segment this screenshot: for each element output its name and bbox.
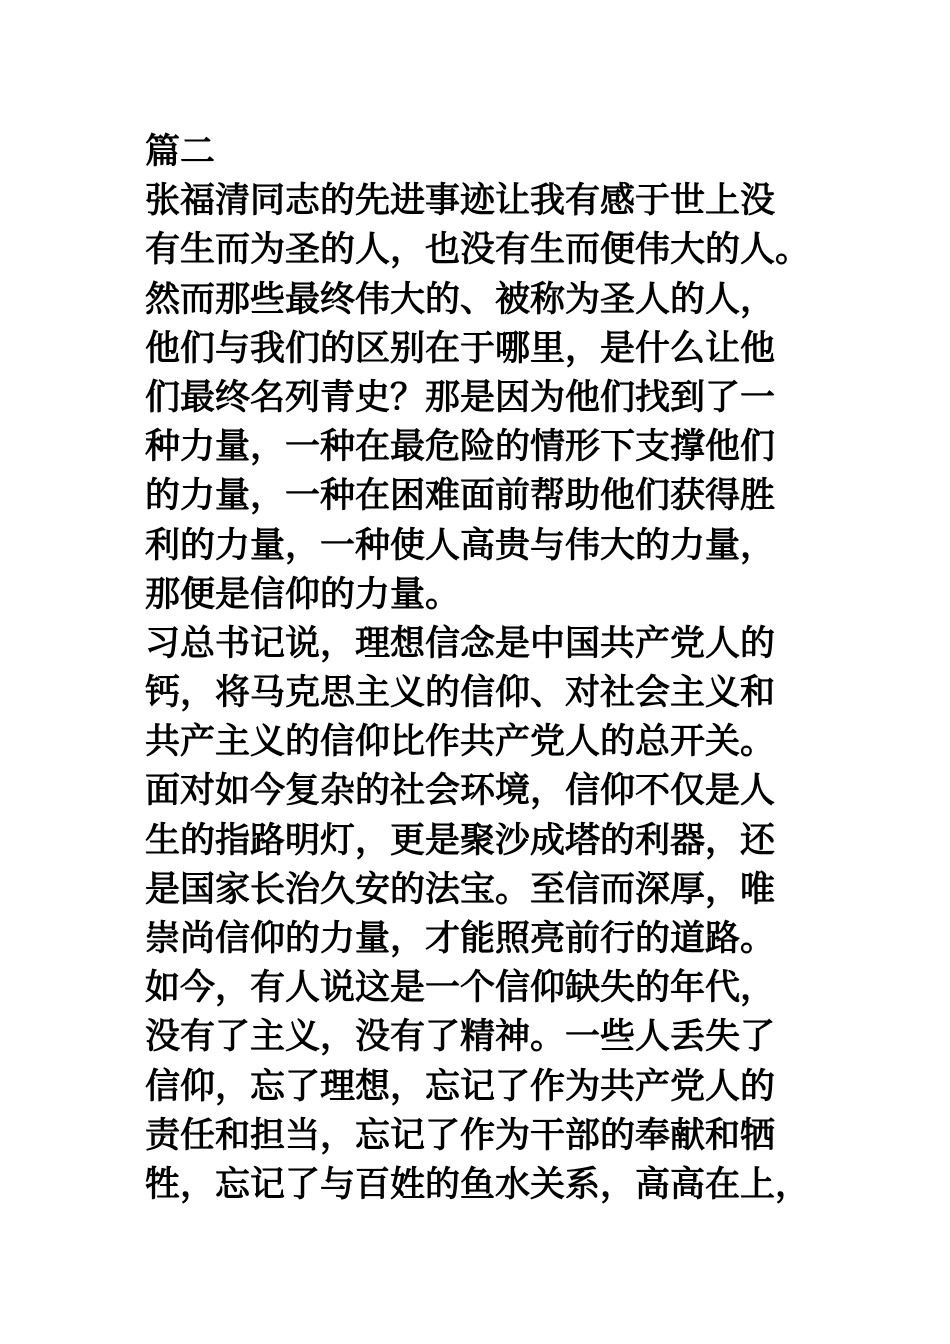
document-body	[145, 128, 845, 1210]
text-line: 习总书记说，理想信念是中国共产党人的	[145, 623, 776, 664]
text-line: 们最终名列青史？那是因为他们找到了一	[145, 377, 776, 418]
text-line: 如今，有人说这是一个信仰缺失的年代，	[145, 968, 776, 1009]
text-line: 种力量，一种在最危险的情形下支撑他们	[145, 427, 776, 468]
text-line: 牲，忘记了与百姓的鱼水关系，高高在上，	[145, 1164, 811, 1205]
text-line: 钙，将马克思主义的信仰、对社会主义和	[145, 673, 776, 714]
text-line: 的力量，一种在困难面前帮助他们获得胜	[145, 476, 776, 517]
text-line: 有生而为圣的人，也没有生而便伟大的人。	[145, 230, 811, 271]
text-line: 那便是信仰的力量。	[145, 574, 461, 615]
text-line: 他们与我们的区别在于哪里，是什么让他	[145, 328, 776, 369]
text-line: 张福清同志的先进事迹让我有感于世上没	[145, 181, 776, 222]
text-line: 利的力量，一种使人高贵与伟大的力量，	[145, 525, 776, 566]
text-line: 然而那些最终伟大的、被称为圣人的人，	[145, 279, 776, 320]
text-line: 生的指路明灯，更是聚沙成塔的利器，还	[145, 820, 776, 861]
text-line: 是国家长治久安的法宝。至信而深厚，唯	[145, 869, 776, 910]
text-line: 没有了主义，没有了精神。一些人丢失了	[145, 1017, 776, 1058]
section-heading: 篇二	[145, 132, 216, 172]
text-line: 信仰，忘了理想，忘记了作为共产党人的	[145, 1066, 776, 1107]
text-line: 责任和担当，忘记了作为干部的奉献和牺	[145, 1115, 776, 1156]
text-line: 面对如今复杂的社会环境，信仰不仅是人	[145, 771, 776, 812]
text-line: 崇尚信仰的力量，才能照亮前行的道路。	[145, 919, 776, 959]
text-line: 共产主义的信仰比作共产党人的总开关。	[145, 722, 776, 763]
